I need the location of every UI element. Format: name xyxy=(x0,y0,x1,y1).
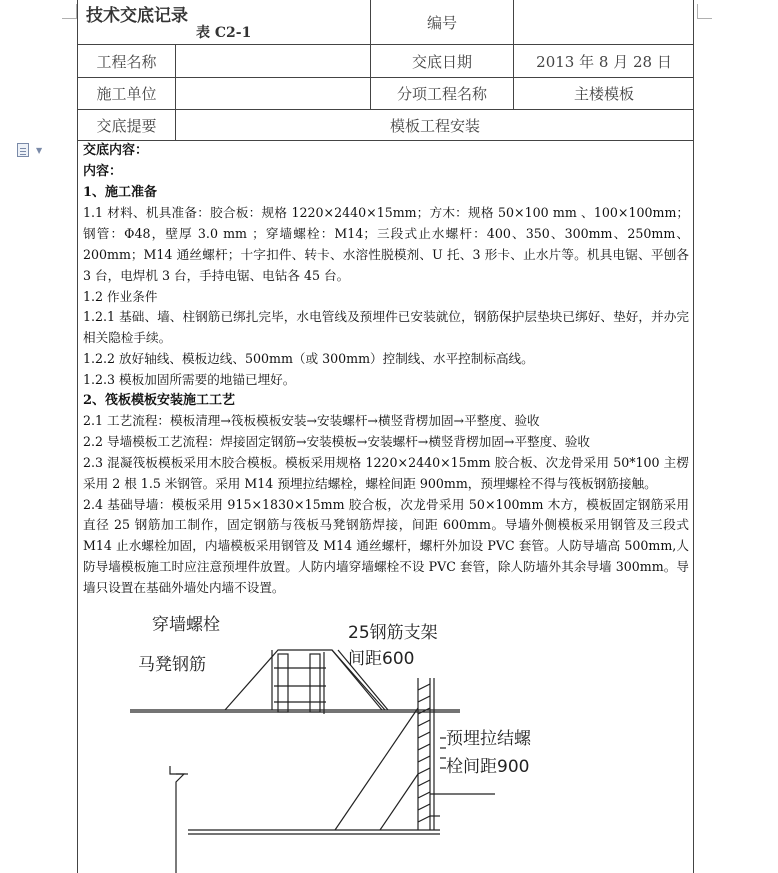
section-heading: 2、筏板模板安装施工工艺 xyxy=(83,392,236,408)
unit-label: 施工单位 xyxy=(96,85,157,103)
bolt-body xyxy=(310,654,320,712)
record-title: 技术交底记录 xyxy=(86,6,188,26)
formwork-diagram xyxy=(100,598,660,873)
paragraph: 2.1 工艺流程：模板清理→筏板模板安装→安装螺杆→横竖背楞加固→平整度、验收 xyxy=(83,413,540,429)
paragraph: 2.4 基础导墙：模板采用 915×1830×15mm 胶合板，次龙骨采用 50×100mm 木方，模板固定钢筋采用直径 25 钢筋加工制作，固定钢筋与筏板马凳钢筋焊接，间距 600mm。导墙外侧模板采用钢管及三段式 M14 止水螺栓加固，内墙模板采用钢管及 M14 通丝螺杆，螺杆外加设 PVC 套管。人防导墙高 500mm,人防导墙模板施工时应注意预埋件放置。人防内墙穿墙螺栓不设 PVC 套管，除人防墙外其余导墙 300mm。导墙只设置在基础外墙处内墙不设置。 xyxy=(83,496,689,595)
page-corner-mark-left xyxy=(62,4,77,19)
summary-label: 交底提要 xyxy=(96,116,157,135)
page-corner-mark-right xyxy=(697,4,712,19)
number-label: 编号 xyxy=(426,13,457,32)
break-mark xyxy=(170,766,184,873)
paragraph: 1.2.2 放好轴线、模板边线、500mm（或 300mm）控制线、水平控制标高线。 xyxy=(83,350,534,366)
paragraph: 1.2 作业条件 xyxy=(83,288,158,304)
label-bolt: 穿墙螺栓 xyxy=(152,615,220,635)
wall-hatching xyxy=(418,684,430,822)
chevron-down-icon[interactable]: ▼ xyxy=(36,146,43,155)
label-spacing: 间距600 xyxy=(348,649,415,669)
label-embed-spacing: 栓间距900 xyxy=(446,757,530,777)
paragraph: 1.2.1 基础、墙、柱钢筋已绑扎完毕，水电管线及预埋件已安装就位，钢筋保护层垫块已绑好、垫好，并办完相关隐检手续。 xyxy=(83,309,689,346)
content-subheading: 内容： xyxy=(83,163,123,179)
form-number: 表 C2-1 xyxy=(196,25,252,41)
sub-project-label: 分项工程名称 xyxy=(396,85,487,103)
briefing-content[interactable] xyxy=(83,141,689,599)
paragraph: 1.1 材料、机具准备：胶合板：规格 1220×2440×15mm；方木：规格 50×100 mm 、100×100mm；钢管：Φ48，壁厚 3.0 mm ；穿墙螺栓：M14；三段式止水螺杆：400、350、300mm、250mm、200mm；M14 通丝螺杆；十字扣件、转卡、水溶性脱模剂、U 托、3 形卡、止水片等。机具电锯、平刨各 3 台，电焊机 3 台，手持电锯、电钻各 45 台。 xyxy=(83,205,689,283)
section-heading: 1、施工准备 xyxy=(83,184,158,200)
label-bracket: 25钢筋支架 xyxy=(348,623,438,643)
document-icon[interactable] xyxy=(17,143,29,157)
number-value[interactable] xyxy=(514,0,694,44)
project-name-value[interactable] xyxy=(176,45,370,77)
bolt-body xyxy=(278,654,288,712)
content-heading: 交底内容： xyxy=(83,143,149,158)
sub-project-value[interactable]: 主楼模板 xyxy=(573,85,634,103)
diagonal-brace xyxy=(335,708,418,830)
date-label: 交底日期 xyxy=(411,52,472,71)
date-value[interactable]: 2013 年 8 月 28 日 xyxy=(536,52,672,71)
label-embed: 预埋拉结螺 xyxy=(446,729,531,749)
paragraph: 1.2.3 模板加固所需要的地锚已埋好。 xyxy=(83,371,296,387)
paragraph: 2.3 混凝筏板模板采用木胶合模板。模板采用规格 1220×2440×15mm 胶合板、次龙骨采用 50*100 主楞采用 2 根 1.5 米钢管。采用 M14 预埋拉结螺栓，螺栓间距 900mm，预埋螺栓不得与筏板钢筋接触。 xyxy=(83,454,689,491)
project-name-label: 工程名称 xyxy=(96,52,157,71)
unit-value[interactable] xyxy=(176,78,370,109)
summary-value[interactable]: 模板工程安装 xyxy=(389,116,480,135)
label-stool: 马凳钢筋 xyxy=(138,655,206,675)
paragraph: 2.2 导墙模板工艺流程：焊接固定钢筋→安装模板→安装螺杆→横竖背楞加固→平整度、验收 xyxy=(83,434,591,450)
